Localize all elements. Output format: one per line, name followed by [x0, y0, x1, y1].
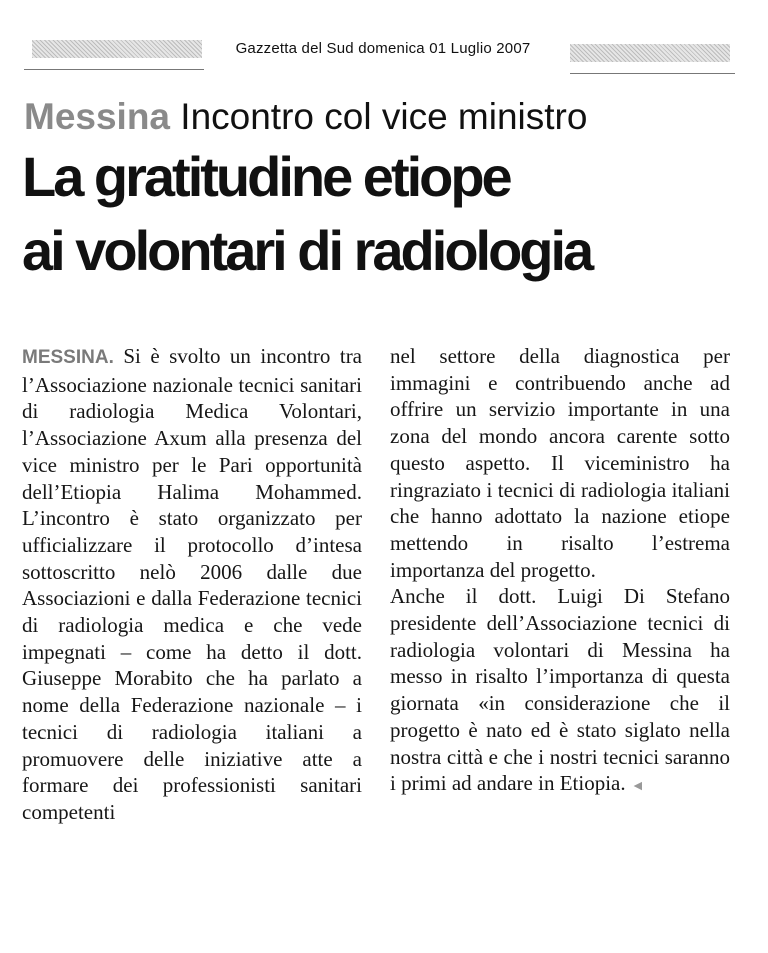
article-paragraph — [390, 583, 730, 801]
header-hatch-left — [32, 40, 202, 58]
source-line: Gazzetta del Sud domenica 01 Luglio 2007 — [235, 40, 531, 57]
header-hatch-right — [570, 44, 730, 62]
headline — [22, 140, 591, 288]
kicker-city: Messina — [24, 96, 171, 137]
article-column-left — [22, 343, 362, 826]
kicker-subtitle: Incontro col vice ministro — [180, 96, 588, 137]
header-rule-right — [570, 73, 735, 74]
body-left-text: Si è svolto un incontro tra l’Associazione nazionale tecnici sanitari di radiologia Medica Volontari, l’Associazione Axum alla presenza del vice ministro per le Pari opportunità dell’Etiopia Halima Mohammed. L’incontro è stato organizzato per ufficializzare il protocollo d’intesa sottoscritto nelò 2006 dalle due Associazioni e dalla Federazione tecnici di radiologia medica e che vede impegnati – come ha detto il dott. Giuseppe Morabito che ha parlato a nome della Federazione nazionale – i tecnici di radiologia italiani a promuovere delle iniziative atte a formare dei professionisti sanitari competenti — [22, 344, 363, 824]
article-paragraph — [22, 343, 362, 826]
headline-line-1: La gratitudine etiope — [22, 145, 510, 208]
end-mark-icon: ◄ — [630, 779, 645, 795]
article-paragraph — [390, 343, 730, 583]
dateline: MESSINA. — [22, 347, 114, 368]
kicker — [24, 95, 587, 139]
header-rule-left — [24, 69, 204, 70]
headline-line-2: ai volontari di radiologia — [22, 219, 592, 282]
body-right-text-2: Anche il dott. Luigi Di Stefano presidente dell’Associazione tecnici di radiologia volontari di Messina ha messo in risalto l’importanza di questa giornata «in considerazione che il progetto è nato ed è stato siglato nella nostra città e che i nostri tecnici saranno i primi ad andare in Etiopia. — [390, 584, 730, 796]
body-right-text-1: nel settore della diagnostica per immagini e contribuendo anche ad offrire un servizio importante in una zona del mondo ancora carente sotto questo aspetto. Il viceministro ha ringraziato i tecnici di radiologia italiani che hanno adottato la nazione etiope mettendo in risalto l’estrema importanza del progetto. — [390, 344, 730, 582]
article-column-right — [390, 343, 730, 801]
